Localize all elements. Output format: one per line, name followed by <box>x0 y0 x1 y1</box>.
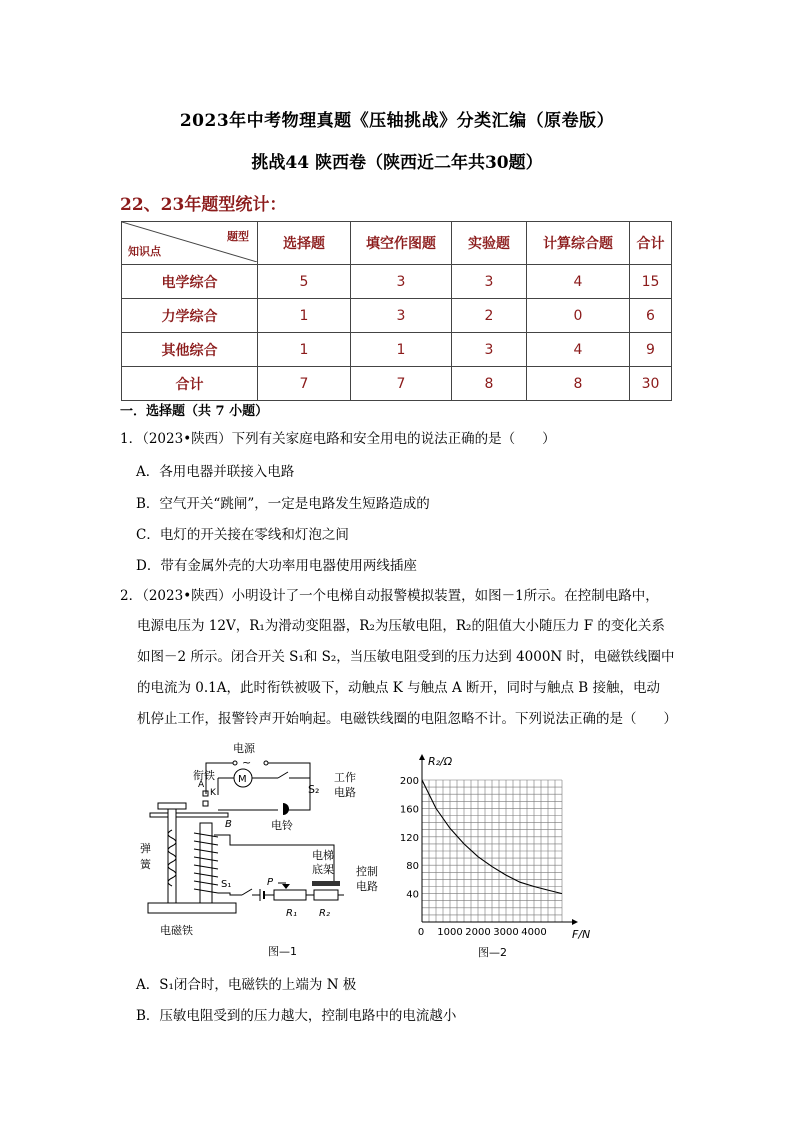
question-1-stem: 1．（2023•陕西）下列有关家庭电路和安全用电的说法正确的是（ ） <box>120 431 556 447</box>
control-circuit-label-2: 电路 <box>356 880 378 893</box>
y-tick-label: 120 <box>400 832 419 844</box>
table-cell: 1 <box>351 333 452 367</box>
table-row <box>122 333 672 367</box>
table-cell: 3 <box>452 265 527 299</box>
control-circuit-label-1: 控制 <box>356 865 378 878</box>
work-circuit-label-1: 工作 <box>334 771 356 784</box>
table-row <box>122 299 672 333</box>
table-cell: 3 <box>351 299 452 333</box>
question-2-line: 机停止工作，报警铃声开始响起。电磁铁线圈的电阻忽略不计。下列说法正确的是（ ） <box>137 711 677 727</box>
table-cell: 15 <box>630 265 672 299</box>
bell-icon <box>283 803 289 815</box>
r2-resistor <box>314 890 338 900</box>
question-1-option-b: B．空气开关“跳闸”，一定是电路发生短路造成的 <box>136 496 430 512</box>
table-cell: 7 <box>258 367 351 401</box>
y-tick-label: 80 <box>406 861 419 873</box>
corner-bottom-label: 知识点 <box>128 245 161 258</box>
table-cell: 30 <box>630 367 672 401</box>
electromagnet-label: 电磁铁 <box>160 924 193 937</box>
elevator-label-2: 底架 <box>312 863 334 876</box>
elevator-label-1: 电梯 <box>312 849 334 862</box>
question-2-option-a: A．S₁闭合时，电磁铁的上端为 N 极 <box>136 977 357 993</box>
row-label: 电学综合 <box>122 265 258 299</box>
y-axis-label: R₂/Ω <box>428 755 453 768</box>
x-tick-label: 2000 <box>465 927 491 938</box>
x-axis-arrow-icon <box>572 919 578 925</box>
s1-label: S₁ <box>221 879 232 890</box>
x-tick-label: 1000 <box>437 927 463 938</box>
table-cell: 4 <box>527 265 630 299</box>
question-2-option-b: B．压敏电阻受到的压力越大，控制电路中的电流越小 <box>136 1008 457 1024</box>
table-cell: 5 <box>258 265 351 299</box>
y-tick-label: 200 <box>400 776 419 787</box>
row-label: 其他综合 <box>122 333 258 367</box>
spring-label-2: 簧 <box>140 858 151 871</box>
x-tick-label: 3000 <box>493 927 519 938</box>
table-cell: 9 <box>630 333 672 367</box>
table-cell: 2 <box>452 299 527 333</box>
contact-k-label: K <box>210 788 216 798</box>
table-cell: 0 <box>527 299 630 333</box>
contact-a-label: A <box>198 780 205 790</box>
column-header: 计算综合题 <box>527 222 630 265</box>
question-1-option-a: A．各用电器并联接入电路 <box>136 464 295 480</box>
table-cell: 3 <box>351 265 452 299</box>
switch-s1-icon <box>242 889 252 895</box>
column-header: 合计 <box>630 222 672 265</box>
question-1-option-d: D．带有金属外壳的大功率用电器使用两线插座 <box>136 558 417 574</box>
corner-top-label: 题型 <box>227 230 249 243</box>
table-cell: 1 <box>258 299 351 333</box>
row-label: 合计 <box>122 367 258 401</box>
contact-b-label: B <box>225 819 232 830</box>
spring-label-1: 弹 <box>140 842 151 855</box>
question-2-line: 电源电压为 12V，R₁为滑动变阻器，R₂为压敏电阻，R₂的阻值大小随压力 F 的变化关系 <box>137 618 665 634</box>
table-cell: 3 <box>452 333 527 367</box>
question-2-line: 如图－2 所示。闭合开关 S₁和 S₂，当压敏电阻受到的压力达到 4000N 时，电磁铁线圈中 <box>137 649 675 665</box>
s2-label: S₂ <box>308 783 320 796</box>
table-cell: 7 <box>351 367 452 401</box>
table-cell: 8 <box>527 367 630 401</box>
bell-label: 电铃 <box>271 819 293 832</box>
work-circuit-label-2: 电路 <box>334 786 356 799</box>
table-row <box>122 265 672 299</box>
table-cell: 4 <box>527 333 630 367</box>
row-label: 力学综合 <box>122 299 258 333</box>
p-label: P <box>267 877 274 888</box>
power-label: 电源 <box>233 742 255 755</box>
stats-header-row <box>122 222 672 265</box>
table-row <box>122 367 672 401</box>
question-2-line: 的电流为 0.1A，此时衔铁被吸下，动触点 K 与触点 A 断开，同时与触点 B 接触，电动 <box>137 680 661 696</box>
ac-symbol: ~ <box>242 756 252 769</box>
motor-label: M <box>238 774 247 785</box>
document-subtitle: 挑战44 陕西卷（陕西近二年共30题） <box>251 153 543 173</box>
document-title: 2023年中考物理真题《压轴挑战》分类汇编（原卷版） <box>179 111 615 131</box>
r2-label: R₂ <box>319 908 330 919</box>
stats-heading: 22、23年题型统计： <box>120 195 287 215</box>
switch-s2-icon <box>278 772 288 778</box>
column-header: 填空作图题 <box>351 222 452 265</box>
table-cell: 8 <box>452 367 527 401</box>
armature-label: 衔铁 <box>193 769 215 782</box>
x-tick-label: 0 <box>417 927 425 938</box>
section-heading: 一．选择题（共 7 小题） <box>120 404 269 419</box>
question-2-body <box>137 611 677 735</box>
question-1-option-c: C．电灯的开关接在零线和灯泡之间 <box>136 527 349 543</box>
x-tick-label: 4000 <box>521 927 547 938</box>
figure-2-caption: 图—2 <box>478 946 507 959</box>
r1-label: R₁ <box>286 908 297 919</box>
corner-cell <box>122 222 258 265</box>
y-tick-label: 160 <box>400 804 419 816</box>
figure-2-chart <box>400 752 605 962</box>
r1-resistor <box>274 890 306 900</box>
stats-table <box>121 221 672 401</box>
y-axis-arrow-icon <box>419 754 425 760</box>
table-cell: 6 <box>630 299 672 333</box>
figure-1-caption: 图—1 <box>268 945 297 958</box>
y-tick-label: 40 <box>406 889 419 901</box>
figure-1-circuit <box>138 735 388 965</box>
table-cell: 1 <box>258 333 351 367</box>
column-header: 实验题 <box>452 222 527 265</box>
column-header: 选择题 <box>258 222 351 265</box>
x-axis-label: F/N <box>572 928 591 941</box>
question-2-stem: 2．（2023•陕西）小明设计了一个电梯自动报警模拟装置，如图－1所示。在控制电路中， <box>120 588 659 604</box>
